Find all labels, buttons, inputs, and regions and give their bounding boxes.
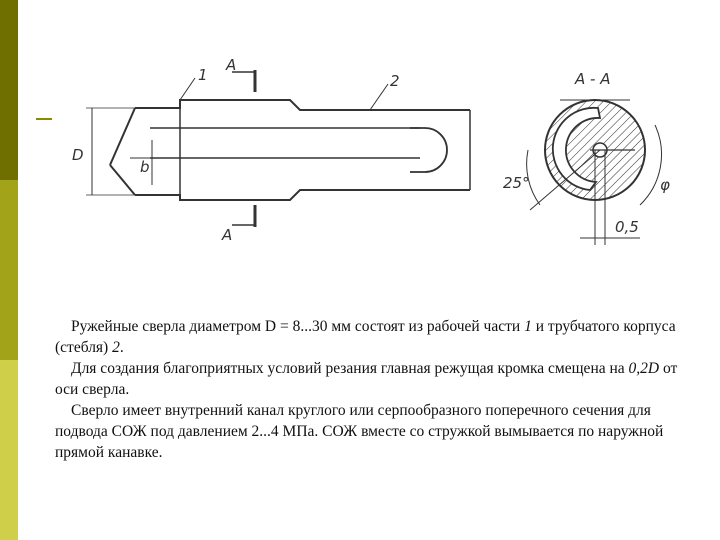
sidebar-bar-light bbox=[0, 360, 18, 540]
drill-tip-lower bbox=[110, 165, 135, 195]
label-section-bottom: A bbox=[222, 226, 233, 244]
channel-end bbox=[410, 128, 447, 172]
paragraph-1 bbox=[55, 316, 700, 358]
p1-num-1: 1 bbox=[524, 318, 532, 335]
label-angle-25: 25° bbox=[503, 174, 530, 192]
label-dim-05: 0,5 bbox=[615, 218, 639, 236]
p1-text-a: Ружейные сверла диаметром D = 8...30 мм состоят из рабочей части bbox=[71, 318, 525, 335]
label-part1: 1 bbox=[198, 66, 208, 84]
drill-tip-upper bbox=[110, 108, 135, 165]
label-dim-b: b bbox=[140, 158, 150, 176]
p1-num-2: 2 bbox=[112, 339, 120, 356]
label-section-top: A bbox=[226, 56, 237, 74]
label-angle-phi: φ bbox=[660, 176, 670, 194]
p2-text-a: Для создания благоприятных условий резания главная режущая кромка смещена на bbox=[71, 360, 629, 377]
label-part2: 2 bbox=[390, 72, 400, 90]
label-section-title: A - A bbox=[575, 70, 611, 88]
p1-text-b: и трубчатого корпуса (стебля) bbox=[55, 318, 676, 356]
body-text bbox=[55, 316, 700, 463]
label-dim-D: D bbox=[72, 146, 84, 164]
p1-text-c: . bbox=[119, 339, 124, 356]
p2-em: 0,2D bbox=[628, 360, 660, 377]
paragraph-2 bbox=[55, 358, 700, 400]
drill-outline-bottom bbox=[135, 190, 470, 200]
drill-outline-top bbox=[135, 100, 470, 110]
p2-text-b: от оси сверла. bbox=[55, 360, 678, 398]
paragraph-3: Сверло имеет внутренний канал круглого или серпообразного поперечного сечения для подвода СОЖ под давлением 2...4 МПа. СОЖ вместе со стружкой вымывается по наружной прямой канавке. bbox=[55, 402, 664, 461]
